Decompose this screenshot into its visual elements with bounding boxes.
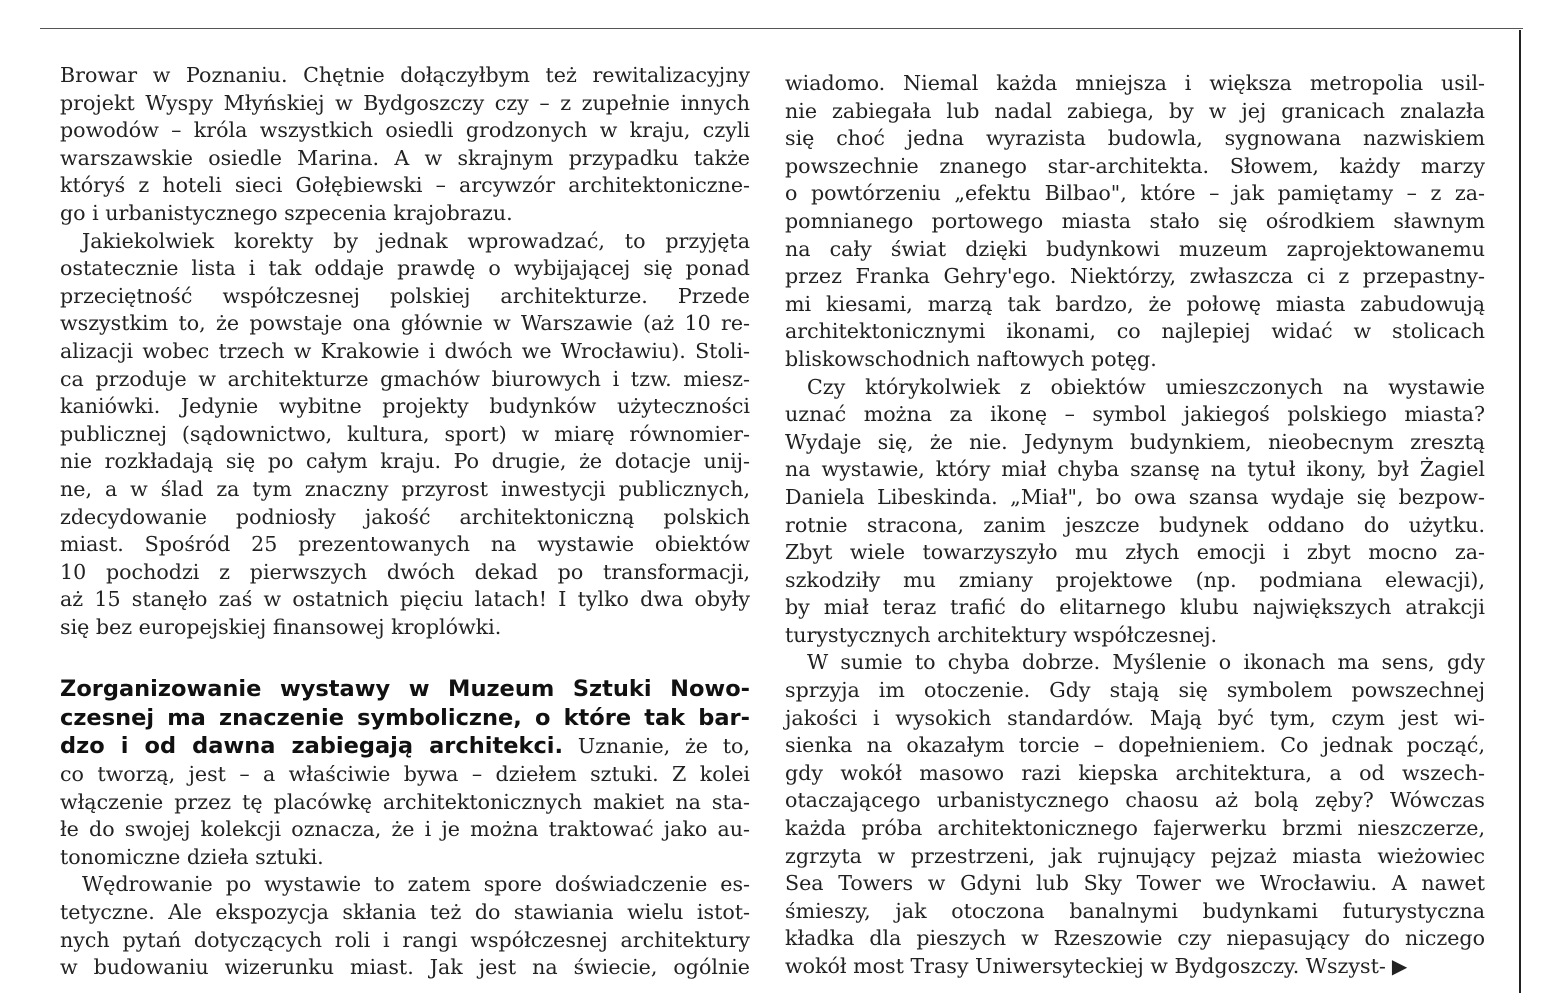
lead-text: dzo i od dawna zabiegają architekci. <box>60 733 564 760</box>
text-line: go i urbanistycznego szpecenia krajobrazu. <box>60 200 513 225</box>
text-line: łe do swojej kolekcji oznacza, że i je można traktować jako au- <box>60 817 750 842</box>
text-line: Wędrowanie po wystawie to zatem spore doświadczenie es- <box>82 872 750 897</box>
text-line: się choć jedna wyrazista budowla, sygnowana nazwiskiem <box>785 126 1485 151</box>
right-column <box>785 70 1485 981</box>
text-line: sprzyja im otoczenie. Gdy stają się symbolem powszechnej <box>785 678 1485 703</box>
text-line: Zbyt wiele towarzyszyło mu złych emocji i zbyt mocno za- <box>785 540 1485 565</box>
text-line: tonomiczne dzieła sztuki. <box>60 844 324 869</box>
text-line: architektonicznymi ikonami, co najlepiej widać w stolicach <box>785 319 1485 344</box>
section-gap <box>60 641 750 675</box>
text-line: jakości i wysokich standardów. Mają być tym, czym jest wi- <box>785 705 1485 730</box>
lead-paragraph <box>60 675 750 871</box>
text-line: nych pytań dotyczących roli i rangi współczesnej architektury <box>60 927 750 952</box>
text-line: publicznej (sądownictwo, kultura, sport) w miarę równomier- <box>60 421 750 446</box>
text-line: ne, a w ślad za tym znaczny przyrost inwestycji publicznych, <box>60 476 750 501</box>
text-line: by miał teraz trafić do elitarnego klubu największych atrakcji <box>785 595 1485 620</box>
paragraph-4 <box>60 871 750 981</box>
text-line: mi kiesami, marzą tak bardzo, że połowę miasta zabudowują <box>785 291 1485 316</box>
text-line: projekt Wyspy Młyńskiej w Bydgoszczy czy – z zupełnie innych <box>60 90 750 115</box>
text-line: szkodziły mu zmiany projektowe (np. podmiana elewacji), <box>785 567 1485 592</box>
text-line: miast. Spośród 25 prezentowanych na wystawie obiektów <box>60 532 750 557</box>
text-line: ca przoduje w architekturze gmachów biurowych i tzw. miesz- <box>60 366 750 391</box>
lead-line: czesnej ma znaczenie symboliczne, o które tak bar- <box>60 704 750 731</box>
text-line: tetyczne. Ale ekspozycja skłania też do stawiania wielu istot- <box>60 899 750 924</box>
text-line: Jakiekolwiek korekty by jednak wprowadzać, to przyjęta <box>82 228 750 253</box>
text-line: wszystkim to, że powstaje ona głównie w Warszawie (aż 10 re- <box>60 311 750 336</box>
text-line: turystycznych architektury współczesnej. <box>785 622 1218 647</box>
text-line: 10 pochodzi z pierwszych dwóch dekad po transformacji, <box>60 559 750 584</box>
text-line: o powtórzeniu „efektu Bilbao", które – jak pamiętamy – z za- <box>785 181 1485 206</box>
page-top-rule <box>40 28 1523 29</box>
text-line: kaniówki. Jedynie wybitne projekty budynków użyteczności <box>60 394 750 419</box>
paragraph-r2 <box>785 374 1485 650</box>
text-line: każda próba architektonicznego fajerwerku brzmi nieszczerze, <box>785 816 1485 841</box>
text-line: Daniela Libeskinda. „Miał", bo owa szansa wydaje się bezpow- <box>785 484 1485 509</box>
text-line: przeciętność współczesnej polskiej architekturze. Przede <box>60 283 750 308</box>
paragraph-2 <box>60 228 750 642</box>
text-line: kładka dla pieszych w Rzeszowie czy niepasujący do niczego <box>785 926 1485 951</box>
text-line: powszechnie znanego star-architekta. Słowem, każdy marzy <box>785 153 1485 178</box>
text-line: włączenie przez tę placówkę architektonicznych makiet na sta- <box>60 789 750 814</box>
text-line: w budowaniu wizerunku miast. Jak jest na świecie, ogólnie <box>60 955 750 980</box>
text-line: śmieszy, jak otoczona banalnymi budynkami futurystyczna <box>785 898 1485 923</box>
text-line: ostatecznie lista i tak oddaje prawdę o wybijającej się ponad <box>60 256 750 281</box>
text-line: rotnie stracona, zanim jeszcze budynek oddano do użytku. <box>785 512 1485 537</box>
text-line: alizacji wobec trzech w Krakowie i dwóch we Wrocławiu). Stoli- <box>60 338 750 363</box>
left-column <box>60 62 750 982</box>
text-line: aż 15 stanęło zaś w ostatnich pięciu latach! I tylko dwa obyły <box>60 587 750 612</box>
lead-line: Zorganizowanie wystawy w Muzeum Sztuki Nowo- <box>60 676 750 703</box>
text-line: sienka na okazałym torcie – dopełnieniem. Co jednak począć, <box>785 733 1485 758</box>
text-line-final <box>785 953 1485 981</box>
text-line: co tworzą, jest – a właściwie bywa – dziełem sztuki. Z kolei <box>60 761 750 786</box>
text-line: zdecydowanie podniosły jakość architektoniczną polskich <box>60 504 750 529</box>
text-line: warszawskie osiedle Marina. A w skrajnym przypadku także <box>60 145 750 170</box>
paragraph-r3 <box>785 649 1485 980</box>
text-line: zgrzyta w przestrzeni, jak rujnujący pejzaż miasta wieżowiec <box>785 843 1485 868</box>
text-line: Sea Towers w Gdyni lub Sky Tower we Wrocławiu. A nawet <box>785 871 1485 896</box>
text-line: nie zabiegała lub nadal zabiega, by w jej granicach znalazła <box>785 98 1485 123</box>
text-line: wiadomo. Niemal każda mniejsza i większa metropolia usil- <box>785 71 1485 95</box>
text-line: Czy którykolwiek z obiektów umieszczonych na wystawie <box>807 374 1485 399</box>
text-line: pomnianego portowego miasta stało się ośrodkiem sławnym <box>785 208 1485 233</box>
page-edge-line <box>1519 30 1521 993</box>
text-line: na wystawie, który miał chyba szansę na tytuł ikony, był Żagiel <box>785 457 1485 482</box>
text-line: Wydaje się, że nie. Jedynym budynkiem, nieobecnym zresztą <box>785 429 1485 454</box>
text-line: któryś z hoteli sieci Gołębiewski – arcywzór architektoniczne- <box>60 173 750 198</box>
text-line: przez Franka Gehry'ego. Niektórzy, zwłaszcza ci z przepastny- <box>785 264 1485 289</box>
text-line: W sumie to chyba dobrze. Myślenie o ikonach ma sens, gdy <box>807 650 1485 675</box>
text-line: Browar w Poznaniu. Chętnie dołączyłbym też rewitalizacyjny <box>60 63 750 87</box>
paragraph-1 <box>60 62 750 228</box>
paragraph-r1 <box>785 70 1485 374</box>
text-line: się bez europejskiej finansowej kroplówki. <box>60 614 502 639</box>
continue-arrow-icon: ▶ <box>1391 954 1408 978</box>
text-line: wokół most Trasy Uniwersyteckiej w Bydgoszczy. Wszyst- <box>785 954 1386 978</box>
text-line: otaczającego urbanistycznego chaosu aż bolą zęby? Wówczas <box>785 788 1485 813</box>
text-line: powodów – króla wszystkich osiedli grodzonych w kraju, czyli <box>60 118 750 143</box>
lead-line-mixed <box>60 732 750 761</box>
lead-tail-text: Uznanie, że to, <box>577 734 751 759</box>
text-line: bliskowschodnich naftowych potęg. <box>785 346 1157 371</box>
text-line: uznać można za ikonę – symbol jakiegoś polskiego miasta? <box>785 402 1485 427</box>
text-line: gdy wokół masowo razi kiepska architektura, a od wszech- <box>785 760 1485 785</box>
text-line: na cały świat dzięki budynkowi muzeum zaprojektowanemu <box>785 236 1485 261</box>
text-line: nie rozkładają się po całym kraju. Po drugie, że dotacje unij- <box>60 449 750 474</box>
